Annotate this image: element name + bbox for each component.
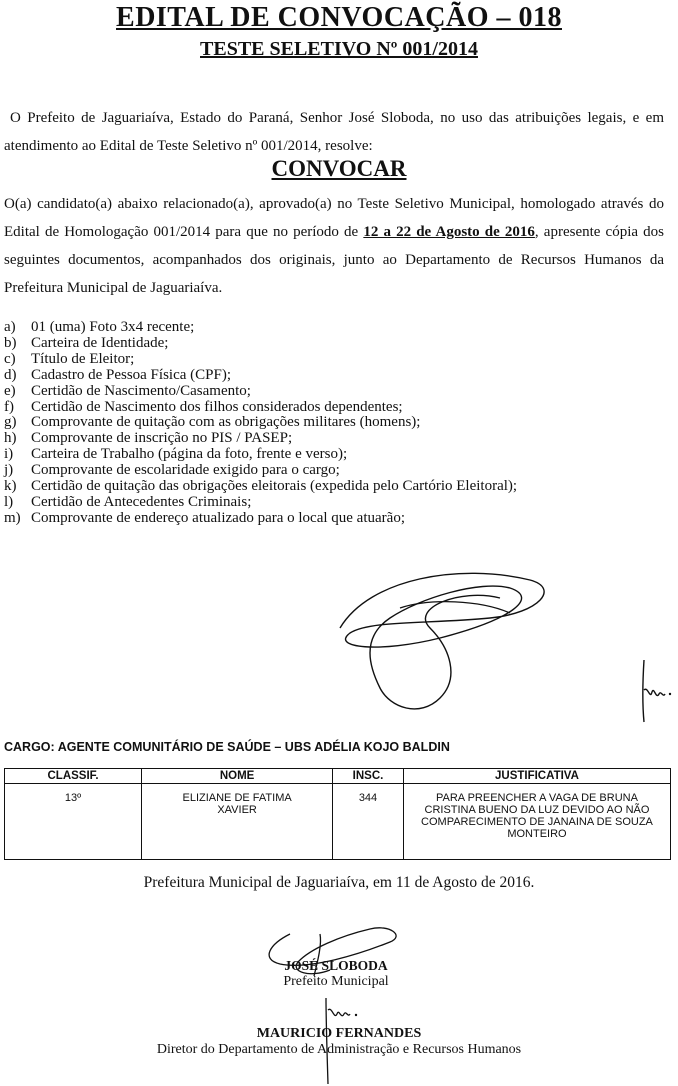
list-item bbox=[4, 400, 664, 416]
body-text-after: , apresente cópia dos seguintes documentos, acompanhados dos originais, junto ao Departamento de Recursos Humanos da Prefeitura Municipal de Jaguariaíva. bbox=[4, 224, 664, 296]
item-text: Comprovante de inscrição no PIS / PASEP; bbox=[31, 430, 293, 447]
item-letter: k) bbox=[4, 478, 17, 495]
item-text: 01 (uma) Foto 3x4 recente; bbox=[31, 319, 195, 335]
item-text: Cadastro de Pessoa Física (CPF); bbox=[31, 366, 231, 383]
item-letter: b) bbox=[4, 334, 17, 351]
list-item bbox=[4, 336, 664, 352]
edital-title: EDITAL DE CONVOCAÇÃO – 018 bbox=[116, 2, 562, 33]
list-item bbox=[4, 368, 664, 384]
list-item bbox=[4, 352, 664, 368]
item-letter: e) bbox=[4, 382, 16, 399]
list-item bbox=[4, 463, 664, 479]
item-letter: d) bbox=[4, 366, 17, 383]
item-letter: m) bbox=[4, 509, 21, 526]
col-justificativa: JUSTIFICATIVA bbox=[403, 769, 670, 784]
mayor-role: Prefeito Municipal bbox=[283, 974, 389, 989]
edital-subtitle: TESTE SELETIVO Nº 001/2014 bbox=[200, 38, 478, 60]
body-text-before: O(a) candidato(a) abaixo relacionado(a), aprovado(a) no Teste Seletivo Municipal, homologado através do Edital de Homologação 001/2014 para que no período de bbox=[4, 196, 664, 240]
item-text: Carteira de Trabalho (página da foto, frente e verso); bbox=[31, 446, 348, 463]
item-text: Carteira de Identidade; bbox=[31, 334, 169, 351]
mayor-signature-large bbox=[310, 558, 560, 728]
director-role: Diretor do Departamento de Administração e Recursos Humanos bbox=[156, 1042, 522, 1057]
item-text: Comprovante de quitação com as obrigações militares (homens); bbox=[31, 414, 421, 431]
list-item bbox=[4, 479, 664, 495]
item-letter: f) bbox=[4, 398, 14, 415]
documents-list bbox=[4, 320, 664, 527]
item-letter: g) bbox=[4, 414, 17, 431]
cell-insc: 344 bbox=[333, 784, 404, 860]
col-classif: CLASSIF. bbox=[5, 769, 142, 784]
item-text: Certidão de Nascimento dos filhos considerados dependentes; bbox=[31, 398, 403, 415]
item-letter: l) bbox=[4, 493, 14, 510]
cargo-title: CARGO: AGENTE COMUNITÁRIO DE SAÚDE – UBS ADÉLIA KOJO BALDIN bbox=[4, 740, 450, 754]
list-item bbox=[4, 415, 664, 431]
item-letter: a) bbox=[4, 319, 16, 335]
item-letter: h) bbox=[4, 430, 17, 447]
cell-nome: ELIZIANE DE FATIMA XAVIER bbox=[142, 784, 333, 860]
item-text: Certidão de Antecedentes Criminais; bbox=[31, 493, 252, 510]
item-letter: j) bbox=[4, 462, 14, 479]
item-letter: i) bbox=[4, 446, 14, 463]
convocar-heading: CONVOCAR bbox=[271, 156, 407, 181]
item-text: Comprovante de endereço atualizado para o local que atuarão; bbox=[31, 509, 405, 526]
list-item bbox=[4, 384, 664, 400]
intro-paragraph: O Prefeito de Jaguariaíva, Estado do Paraná, Senhor José Sloboda, no uso das atribuições legais, e em atendimento ao Edital de Teste Seletivo nº 001/2014, resolve: bbox=[4, 110, 664, 154]
director-name: MAURICIO FERNANDES bbox=[256, 1026, 422, 1041]
list-item bbox=[4, 447, 664, 463]
initials-signature bbox=[634, 656, 676, 728]
list-item bbox=[4, 320, 664, 336]
item-text: Certidão de quitação das obrigações eleitorais (expedida pelo Cartório Eleitoral); bbox=[31, 478, 518, 495]
cell-justificativa: PARA PREENCHER A VAGA DE BRUNA CRISTINA BUENO DA LUZ DEVIDO AO NÃO COMPARECIMENTO DE JANAINA DE SOUZA MONTEIRO bbox=[403, 784, 670, 860]
table-header-row bbox=[5, 769, 671, 784]
list-item bbox=[4, 495, 664, 511]
place-date: Prefeitura Municipal de Jaguariaíva, em 11 de Agosto de 2016. bbox=[143, 874, 535, 891]
body-paragraph bbox=[4, 190, 664, 302]
item-letter: c) bbox=[4, 350, 16, 367]
candidates-table bbox=[4, 768, 671, 860]
mayor-name: JOSÉ SLOBODA bbox=[284, 958, 388, 973]
cell-classif: 13º bbox=[5, 784, 142, 860]
table-row bbox=[5, 784, 671, 860]
item-text: Comprovante de escolaridade exigido para o cargo; bbox=[31, 462, 340, 479]
col-nome: NOME bbox=[142, 769, 333, 784]
col-insc: INSC. bbox=[333, 769, 404, 784]
list-item bbox=[4, 431, 664, 447]
list-item bbox=[4, 511, 664, 527]
item-text: Título de Eleitor; bbox=[31, 350, 135, 367]
item-text: Certidão de Nascimento/Casamento; bbox=[31, 382, 251, 399]
period-dates: 12 a 22 de Agosto de 2016 bbox=[363, 224, 535, 240]
